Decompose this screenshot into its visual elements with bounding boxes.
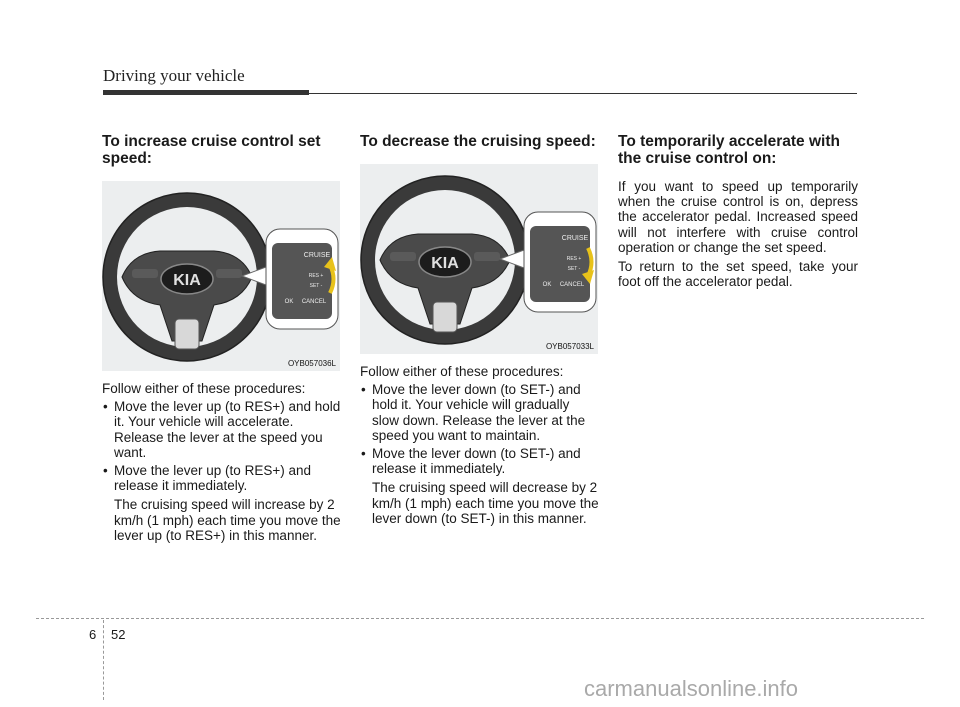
cancel-label: CANCEL bbox=[559, 282, 585, 288]
paragraph: To return to the set speed, take your foot off the accelerator pedal. bbox=[618, 259, 858, 290]
ok-label: OK bbox=[284, 299, 294, 305]
watermark: carmanualsonline.info bbox=[584, 676, 799, 701]
section-heading: To decrease the cruising speed: bbox=[360, 133, 596, 150]
cruise-label: CRUISE bbox=[303, 252, 331, 259]
procedures-intro: Follow either of these procedures: bbox=[102, 381, 306, 396]
list-item-note: The cruising speed will decrease by 2 km/h (1 mph) each time you move the lever down (to SET-) in this manner. bbox=[372, 480, 599, 526]
chapter-number: 6 bbox=[89, 627, 97, 642]
list-item: • Move the lever up (to RES+) and hold it. Your vehicle will accelerate. Release the lever at the speed you want. bbox=[102, 399, 342, 460]
page-header-title: Driving your vehicle bbox=[103, 66, 245, 85]
procedure-list bbox=[102, 399, 342, 543]
kia-logo: KIA bbox=[173, 272, 201, 289]
footer-vertical-divider bbox=[103, 620, 104, 700]
footer-divider bbox=[36, 618, 924, 619]
list-item: • Move the lever down (to SET-) and hold it. Your vehicle will gradually slow down. Release the lever at the speed you want to maintain. bbox=[360, 382, 600, 443]
section-heading: To temporarily accelerate with the cruise control on: bbox=[618, 133, 840, 167]
procedures-intro: Follow either of these procedures: bbox=[360, 364, 564, 379]
steering-wheel-figure bbox=[102, 181, 340, 371]
list-item: • Move the lever down (to SET-) and release it immediately. The cruising speed will decrease by 2 km/h (1 mph) each time you move the lever down (to SET-) in this manner. bbox=[360, 446, 600, 526]
steering-wheel-figure bbox=[360, 164, 598, 354]
kia-logo: KIA bbox=[431, 255, 459, 272]
procedure-list bbox=[360, 382, 600, 526]
figure-code: OYB057036L bbox=[287, 359, 336, 368]
res-label: RES + bbox=[566, 256, 582, 262]
header-rule-thin bbox=[309, 93, 857, 94]
set-label: SET - bbox=[309, 283, 323, 289]
list-item: • Move the lever up (to RES+) and release it immediately. The cruising speed will increase by 2 km/h (1 mph) each time you move the lever up (to RES+) in this manner. bbox=[102, 463, 342, 543]
header-rule-thick bbox=[103, 90, 309, 95]
cruise-label: CRUISE bbox=[561, 235, 589, 242]
page-number: 52 bbox=[111, 627, 126, 642]
column-decrease-speed bbox=[360, 133, 600, 529]
steering-wheel-illustration bbox=[102, 181, 340, 371]
section-heading: To increase cruise control set speed: bbox=[102, 133, 321, 167]
set-label: SET - bbox=[567, 266, 581, 272]
ok-label: OK bbox=[542, 282, 552, 288]
paragraph: If you want to speed up temporarily when the cruise control is on, depress the accelerator pedal. Increased speed will not interfere with cruise control operation or change the set speed. bbox=[618, 179, 858, 255]
cancel-label: CANCEL bbox=[301, 299, 327, 305]
figure-code: OYB057033L bbox=[545, 342, 594, 351]
list-item-note: The cruising speed will increase by 2 km/h (1 mph) each time you move the lever up (to RES+) in this manner. bbox=[114, 497, 341, 543]
steering-wheel-illustration bbox=[360, 164, 598, 354]
res-label: RES + bbox=[308, 273, 324, 279]
column-increase-speed bbox=[102, 133, 342, 546]
column-temporary-accelerate bbox=[618, 133, 858, 289]
